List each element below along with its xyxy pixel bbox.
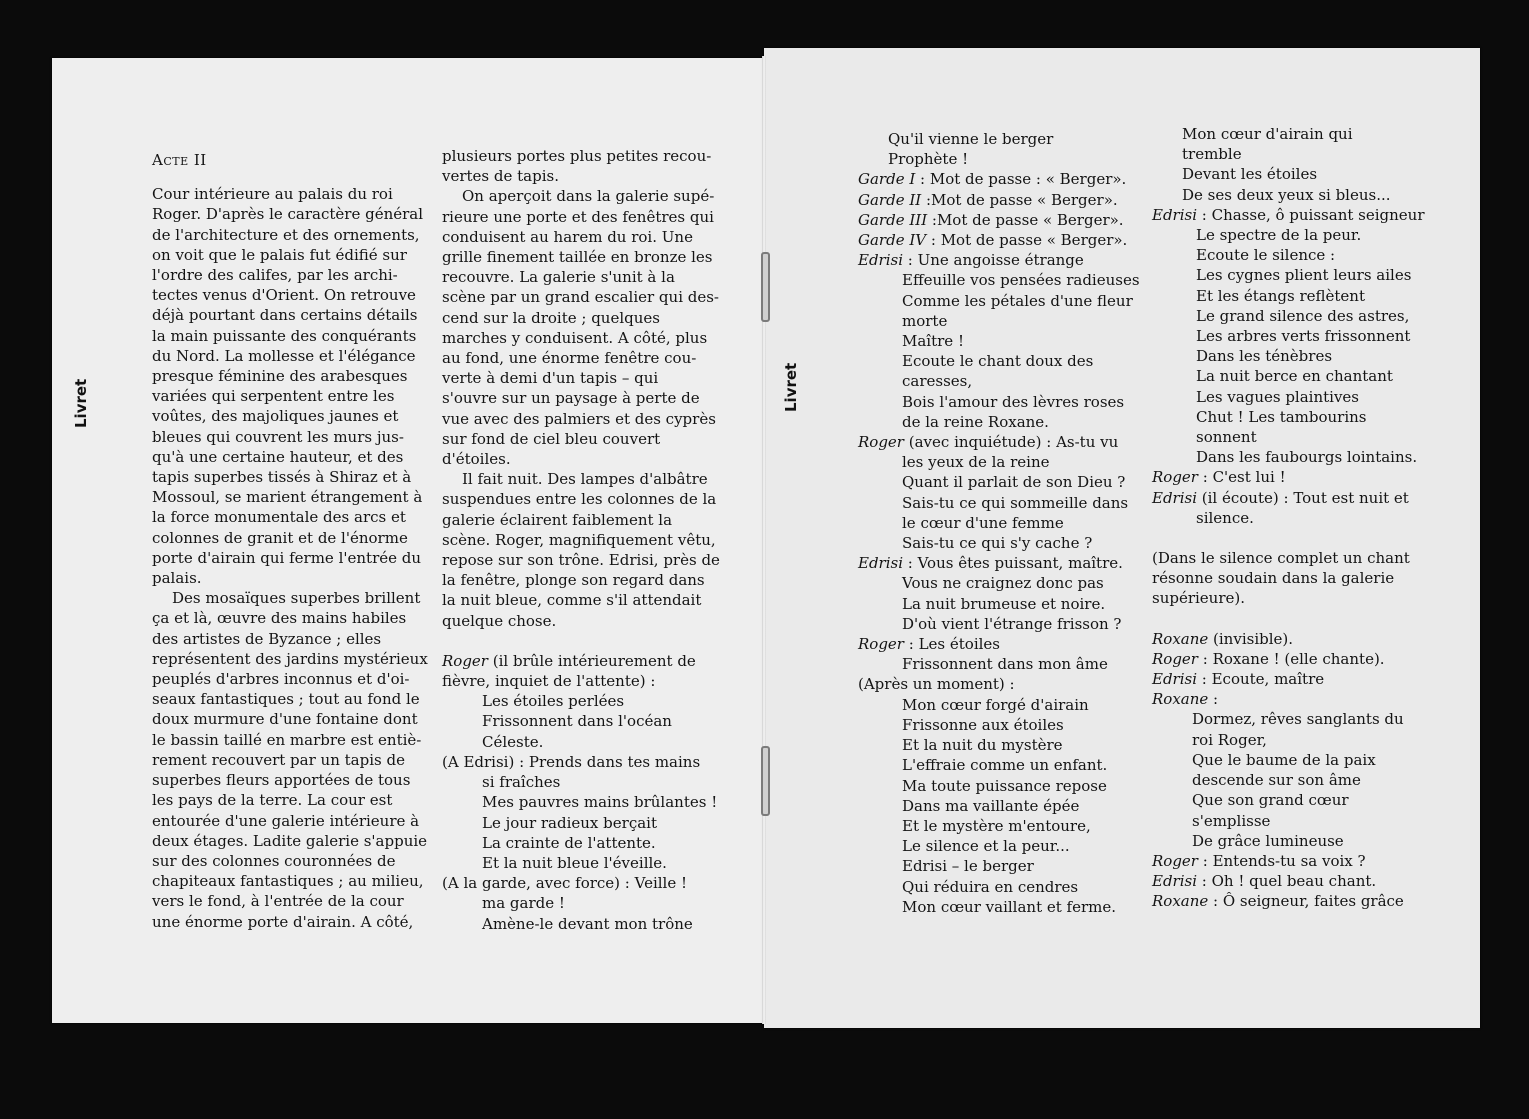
text-line: des artistes de Byzance ; elles xyxy=(152,629,382,648)
text-line: quelque chose. xyxy=(442,611,557,630)
verse-line: Le silence et la peur... xyxy=(902,837,1070,856)
text-line xyxy=(858,250,1158,270)
speaker-name: Roger xyxy=(442,651,488,670)
verse-line: Prophète ! xyxy=(888,150,969,169)
verse-line: Quant il parlait de son Dieu ? xyxy=(902,473,1126,492)
verse-line: Frissonne aux étoiles xyxy=(902,715,1064,734)
text-line: scène par un grand escalier qui des- xyxy=(442,288,720,307)
text-line: verte à demi d'un tapis – qui xyxy=(442,369,659,388)
verse-line: Les étoiles perlées xyxy=(482,692,625,711)
line-text: : C'est lui ! xyxy=(1197,468,1286,487)
text-line: deux étages. Ladite galerie s'appuie xyxy=(152,831,428,850)
text-line: marches y conduisent. A côté, plus xyxy=(442,328,708,347)
text-line xyxy=(1152,488,1432,508)
verse-line: Effeuille vos pensées radieuses xyxy=(902,271,1140,290)
text-line: les pays de la terre. La cour est xyxy=(152,791,393,810)
text-line: porte d'airain qui ferme l'entrée du xyxy=(152,548,422,567)
verse-line: Mon cœur forgé d'airain xyxy=(902,695,1089,714)
verse-line: Dans les ténèbres xyxy=(1196,347,1333,366)
verse-line: Que son grand cœur xyxy=(1192,791,1349,810)
text-line xyxy=(858,169,1158,189)
side-label-livret-right: Livret xyxy=(782,362,800,412)
line-text: : Entends-tu sa voix ? xyxy=(1197,851,1366,870)
text-line xyxy=(858,634,1158,654)
text-line: vertes de tapis. xyxy=(442,167,559,186)
verse-line: s'emplisse xyxy=(1192,811,1271,830)
verse-line: Comme les pétales d'une fleur xyxy=(902,291,1133,310)
right-column-1 xyxy=(858,129,1158,917)
booklet-spine xyxy=(762,56,766,1024)
speaker-name: Garde I xyxy=(858,170,916,189)
verse-line: Le spectre de la peur. xyxy=(1196,226,1362,245)
staple-bottom xyxy=(761,746,770,816)
text-line xyxy=(1152,649,1432,669)
verse-line: Mes pauvres mains brûlantes ! xyxy=(482,793,718,812)
verse-line: Le grand silence des astres, xyxy=(1196,306,1410,325)
text-line: repose sur son trône. Edrisi, près de xyxy=(442,551,720,570)
text-line: d'étoiles. xyxy=(442,450,511,469)
text-line: Roger. D'après le caractère général xyxy=(152,205,424,224)
line-text: : Chasse, ô puissant seigneur xyxy=(1197,205,1425,224)
verse-line: Ma toute puissance repose xyxy=(902,776,1107,795)
verse-line: Mon cœur vaillant et ferme. xyxy=(902,897,1116,916)
text-line: recouvre. La galerie s'unit à la xyxy=(442,268,675,287)
line-text: : xyxy=(1208,690,1219,709)
verse-line: si fraîches xyxy=(482,773,561,792)
verse-line: Frissonnent dans mon âme xyxy=(902,655,1108,674)
text-line: scène. Roger, magnifiquement vêtu, xyxy=(442,530,716,549)
text-line xyxy=(858,553,1158,573)
text-line: la nuit bleue, comme s'il attendait xyxy=(442,591,702,610)
verse-line: Vous ne craignez donc pas xyxy=(902,574,1104,593)
text-line: fièvre, inquiet de l'attente) : xyxy=(442,672,656,691)
text-line xyxy=(858,432,1158,452)
spacer xyxy=(442,631,722,651)
verse-line: D'où vient l'étrange frisson ? xyxy=(902,614,1122,633)
verse-line: Que le baume de la paix xyxy=(1192,750,1376,769)
text-line: on voit que le palais fut édifié sur xyxy=(152,245,407,264)
verse-line: descende sur son âme xyxy=(1192,771,1361,790)
verse-line: Céleste. xyxy=(482,732,544,751)
text-line: grille finement taillée en bronze les xyxy=(442,248,713,267)
verse-line: tremble xyxy=(1182,145,1242,164)
line-text: : Roxane ! (elle chante). xyxy=(1197,649,1385,668)
text-line: voûtes, des majoliques jaunes et xyxy=(152,407,399,426)
text-line: ça et là, œuvre des mains habiles xyxy=(152,609,407,628)
speaker-name: Garde IV xyxy=(858,231,927,250)
verse-line: Maître ! xyxy=(902,332,964,351)
speaker-name: Roger xyxy=(1152,851,1198,870)
verse-line: Mon cœur d'airain qui xyxy=(1182,125,1353,143)
text-line: doux murmure d'une fontaine dont xyxy=(152,710,418,729)
text-line: la force monumentale des arcs et xyxy=(152,508,406,527)
text-line: entourée d'une galerie intérieure à xyxy=(152,811,420,830)
text-line xyxy=(858,210,1158,230)
left-column-2 xyxy=(442,146,722,934)
line-text: :Mot de passe « Berger». xyxy=(927,210,1124,229)
verse-line: le cœur d'une femme xyxy=(902,513,1064,532)
speaker-name: Garde III xyxy=(858,210,928,229)
text-line: conduisent au harem du roi. Une xyxy=(442,227,693,246)
speaker-name: Edrisi xyxy=(1152,872,1198,891)
text-line: Il fait nuit. Des lampes d'albâtre xyxy=(462,470,708,489)
speaker-name: Edrisi xyxy=(1152,488,1198,507)
verse-line: silence. xyxy=(1196,508,1254,527)
speaker-name: Roxane xyxy=(1152,892,1209,911)
text-line: qu'à une certaine hauteur, et des xyxy=(152,447,404,466)
speaker-name: Edrisi xyxy=(1152,670,1198,689)
text-line: variées qui serpentent entre les xyxy=(152,387,395,406)
verse-line: Devant les étoiles xyxy=(1182,165,1318,184)
verse-line: morte xyxy=(902,311,948,330)
text-line: la fenêtre, plonge son regard dans xyxy=(442,571,705,590)
text-line xyxy=(442,651,722,671)
verse-line: La nuit berce en chantant xyxy=(1196,367,1393,386)
spacer xyxy=(1152,609,1432,629)
verse-line: Les cygnes plient leurs ailes xyxy=(1196,266,1412,285)
verse-line: Sais-tu ce qui s'y cache ? xyxy=(902,534,1093,553)
act-heading: Acte II xyxy=(152,151,207,169)
verse-line: Dans ma vaillante épée xyxy=(902,796,1080,815)
verse-line: roi Roger, xyxy=(1192,730,1267,749)
text-line: rieure une porte et des fenêtres qui xyxy=(442,207,714,226)
line-text: : Oh ! quel beau chant. xyxy=(1197,872,1377,891)
text-line: (A Edrisi) : Prends dans tes mains xyxy=(442,752,701,771)
verse-line: Ecoute le chant doux des xyxy=(902,352,1094,371)
text-line xyxy=(1152,689,1432,709)
text-line: vue avec des palmiers et des cyprès xyxy=(442,409,716,428)
text-line: représentent des jardins mystérieux xyxy=(152,649,428,668)
text-line: l'ordre des califes, par les archi- xyxy=(152,266,398,285)
speaker-name: Edrisi xyxy=(1152,205,1198,224)
text-line: résonne soudain dans la galerie xyxy=(1152,569,1395,588)
text-line: suspendues entre les colonnes de la xyxy=(442,490,717,509)
line-text: : Ô seigneur, faites grâce xyxy=(1208,892,1404,911)
spacer xyxy=(1152,528,1432,548)
text-line: s'ouvre sur un paysage à perte de xyxy=(442,389,700,408)
text-line: le bassin taillé en marbre est entiè- xyxy=(152,730,422,749)
speaker-name: Roger xyxy=(858,433,904,452)
text-line: peuplés d'arbres inconnus et d'oi- xyxy=(152,670,410,689)
speaker-name: Roger xyxy=(1152,468,1198,487)
verse-line: Sais-tu ce qui sommeille dans xyxy=(902,493,1129,512)
text-line: au fond, une énorme fenêtre cou- xyxy=(442,349,697,368)
verse-line: Dans les faubourgs lointains. xyxy=(1196,448,1418,467)
text-line: du Nord. La mollesse et l'élégance xyxy=(152,346,416,365)
speaker-name: Roger xyxy=(858,635,904,654)
text-line: Des mosaïques superbes brillent xyxy=(172,589,421,608)
text-line: galerie éclairent faiblement la xyxy=(442,510,673,529)
verse-line: La nuit brumeuse et noire. xyxy=(902,594,1106,613)
text-line: chapiteaux fantastiques ; au milieu, xyxy=(152,872,424,891)
verse-line: Les arbres verts frissonnent xyxy=(1196,327,1411,346)
text-line: superbes fleurs apportées de tous xyxy=(152,771,411,790)
speaker-name: Edrisi xyxy=(858,251,904,270)
text-line xyxy=(1152,467,1432,487)
line-text: : Les étoiles xyxy=(903,635,1000,654)
verse-line: Qui réduira en cendres xyxy=(902,877,1079,896)
verse-line: Et le mystère m'entoure, xyxy=(902,816,1091,835)
staple-top xyxy=(761,252,770,322)
text-line: Cour intérieure au palais du roi xyxy=(152,185,393,204)
verse-line: Et la nuit bleue l'éveille. xyxy=(482,853,667,872)
text-line: (Dans le silence complet un chant xyxy=(1152,549,1410,568)
text-line: tapis superbes tissés à Shiraz et à xyxy=(152,468,412,487)
line-text: (avec inquiétude) : As-tu vu xyxy=(903,433,1119,452)
line-text: (il écoute) : Tout est nuit et xyxy=(1197,488,1409,507)
text-line: tectes venus d'Orient. On retrouve xyxy=(152,286,416,305)
text-line xyxy=(1152,851,1432,871)
verse-line: sonnent xyxy=(1196,428,1257,447)
text-line: vers le fond, à l'entrée de la cour xyxy=(152,892,404,911)
verse-line: de la reine Roxane. xyxy=(902,412,1049,431)
line-text: : Une angoisse étrange xyxy=(903,251,1084,270)
text-line: la main puissante des conquérants xyxy=(152,326,417,345)
verse-line: Chut ! Les tambourins xyxy=(1196,407,1367,426)
verse-line: les yeux de la reine xyxy=(902,453,1050,472)
text-line xyxy=(858,190,1158,210)
verse-line: Bois l'amour des lèvres roses xyxy=(902,392,1125,411)
side-label-livret-left: Livret xyxy=(72,378,90,428)
text-line: bleues qui couvrent les murs jus- xyxy=(152,427,404,446)
text-line: de l'architecture et des ornements, xyxy=(152,225,420,244)
speaker-name: Roger xyxy=(1152,649,1198,668)
text-line xyxy=(1152,669,1432,689)
text-line xyxy=(1152,205,1432,225)
text-line xyxy=(1152,891,1432,911)
line-text: : Mot de passe : « Berger». xyxy=(915,170,1127,189)
verse-line: Amène-le devant mon trône xyxy=(482,914,693,933)
verse-line: Dormez, rêves sanglants du xyxy=(1192,710,1404,729)
text-line: presque féminine des arabesques xyxy=(152,367,408,386)
text-line xyxy=(858,230,1158,250)
verse-line: Les vagues plaintives xyxy=(1196,387,1360,406)
text-line: sur des colonnes couronnées de xyxy=(152,851,396,870)
text-line: déjà pourtant dans certains détails xyxy=(152,306,418,325)
text-line: une énorme porte d'airain. A côté, xyxy=(152,912,414,931)
line-text: : Mot de passe « Berger». xyxy=(926,231,1128,250)
line-text: : Ecoute, maître xyxy=(1197,670,1325,689)
line-text: : Vous êtes puissant, maître. xyxy=(903,554,1123,573)
text-line: rement recouvert par un tapis de xyxy=(152,750,405,769)
line-text: (invisible). xyxy=(1208,629,1294,648)
text-line: Mossoul, se marient étrangement à xyxy=(152,488,423,507)
text-line: cend sur la droite ; quelques xyxy=(442,308,660,327)
text-line: supérieure). xyxy=(1152,589,1246,608)
text-line: On aperçoit dans la galerie supé- xyxy=(462,187,715,206)
verse-line: La crainte de l'attente. xyxy=(482,833,656,852)
text-line: (A la garde, avec force) : Veille ! xyxy=(442,874,688,893)
verse-line: De grâce lumineuse xyxy=(1192,831,1344,850)
text-line: (Après un moment) : xyxy=(858,675,1015,694)
verse-line: Edrisi – le berger xyxy=(902,857,1034,876)
speaker-name: Roxane xyxy=(1152,629,1209,648)
verse-line: Ecoute le silence : xyxy=(1196,246,1336,265)
text-line: palais. xyxy=(152,569,202,588)
verse-line: Le jour radieux berçait xyxy=(482,813,657,832)
line-text: :Mot de passe « Berger». xyxy=(921,190,1118,209)
speaker-name: Roxane xyxy=(1152,690,1209,709)
text-line: sur fond de ciel bleu couvert xyxy=(442,429,661,448)
verse-line: caresses, xyxy=(902,372,973,391)
text-line: seaux fantastiques ; tout au fond le xyxy=(152,690,420,709)
verse-line: Et les étangs reflètent xyxy=(1196,286,1365,305)
right-column-2 xyxy=(1152,124,1432,912)
text-line: colonnes de granit et de l'énorme xyxy=(152,528,408,547)
text-line: plusieurs portes plus petites recou- xyxy=(442,147,712,165)
verse-line: Qu'il vienne le berger xyxy=(888,130,1054,148)
verse-line: Et la nuit du mystère xyxy=(902,736,1063,755)
left-column-1 xyxy=(152,150,428,932)
verse-line: ma garde ! xyxy=(482,894,565,913)
line-text: (il brûle intérieurement de xyxy=(487,651,696,670)
verse-line: L'effraie comme un enfant. xyxy=(902,756,1108,775)
speaker-name: Edrisi xyxy=(858,554,904,573)
text-line xyxy=(1152,629,1432,649)
text-line xyxy=(1152,871,1432,891)
verse-line: Frissonnent dans l'océan xyxy=(482,712,672,731)
verse-line: De ses deux yeux si bleus... xyxy=(1182,185,1391,204)
speaker-name: Garde II xyxy=(858,190,922,209)
